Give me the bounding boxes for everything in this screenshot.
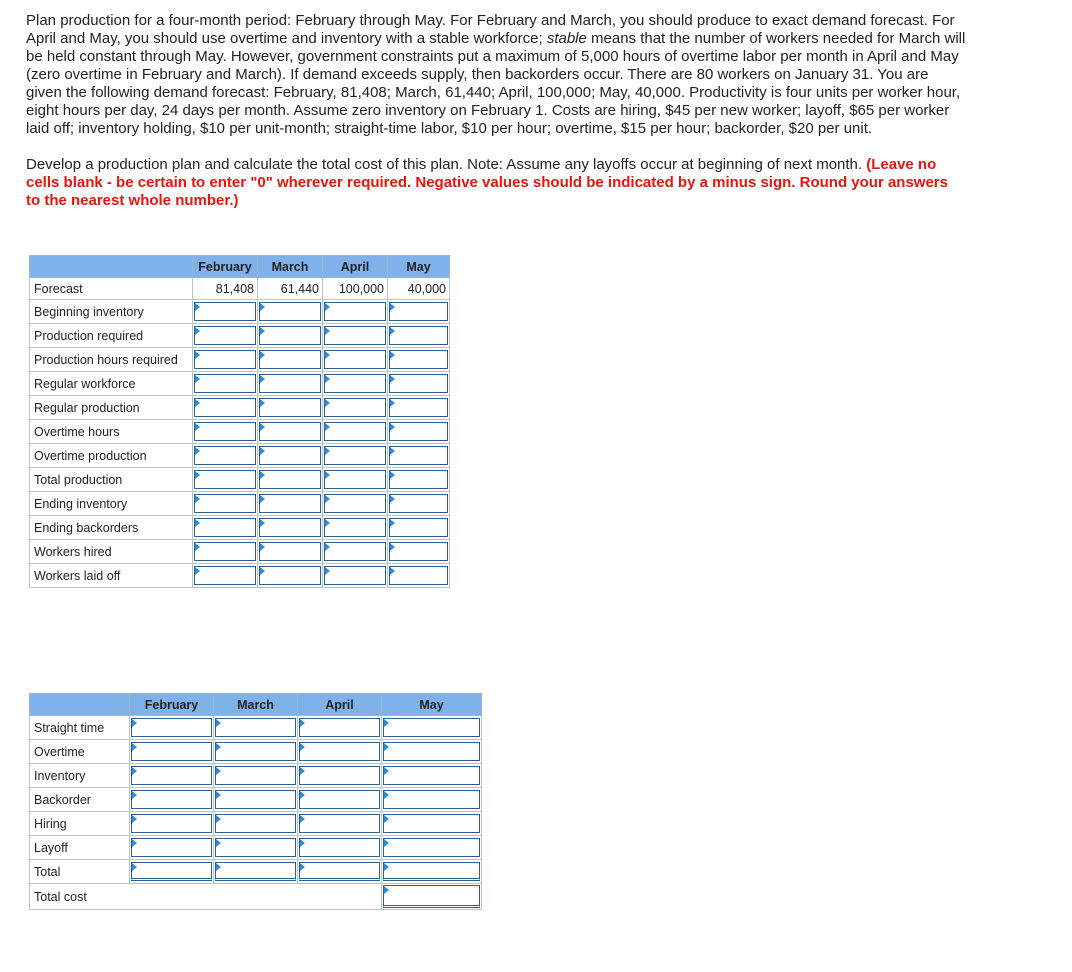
overtime-april-input[interactable] bbox=[299, 742, 380, 761]
beginning-inventory-march-input[interactable] bbox=[259, 302, 321, 321]
plan-input-cell bbox=[258, 372, 323, 396]
row-label: Workers hired bbox=[30, 540, 193, 564]
regular-production-april-input[interactable] bbox=[324, 398, 386, 417]
cost-input-cell bbox=[382, 788, 482, 812]
total-cost-label: Total cost bbox=[30, 884, 382, 910]
plan-input-cell bbox=[388, 348, 450, 372]
ending-inventory-march-input[interactable] bbox=[259, 494, 321, 513]
workers-hired-april-input[interactable] bbox=[324, 542, 386, 561]
backorder-april-input[interactable] bbox=[299, 790, 380, 809]
row-label: Backorder bbox=[30, 788, 130, 812]
cost-input-cell bbox=[214, 740, 298, 764]
cost-input-cell bbox=[214, 788, 298, 812]
overtime-production-may-input[interactable] bbox=[389, 446, 448, 465]
forecast-value: 61,440 bbox=[258, 278, 323, 300]
cost-input-cell bbox=[214, 716, 298, 740]
plan-row-total-production bbox=[30, 468, 450, 492]
plan-input-cell bbox=[323, 300, 388, 324]
production-hours-required-may-input[interactable] bbox=[389, 350, 448, 369]
inventory-february-input[interactable] bbox=[131, 766, 212, 785]
regular-workforce-february-input[interactable] bbox=[194, 374, 256, 393]
row-label: Regular workforce bbox=[30, 372, 193, 396]
problem-statement bbox=[26, 12, 966, 210]
layoff-february-input[interactable] bbox=[131, 838, 212, 857]
problem-paragraph-2 bbox=[26, 156, 966, 210]
plan-input-cell bbox=[388, 396, 450, 420]
plan-input-cell bbox=[258, 564, 323, 588]
row-label: Regular production bbox=[30, 396, 193, 420]
cost-row-total bbox=[30, 860, 482, 884]
backorder-march-input[interactable] bbox=[215, 790, 296, 809]
row-label: Beginning inventory bbox=[30, 300, 193, 324]
regular-workforce-april-input[interactable] bbox=[324, 374, 386, 393]
total-cost-row bbox=[30, 884, 482, 910]
plan-input-cell bbox=[258, 444, 323, 468]
cost-input-cell bbox=[298, 836, 382, 860]
plan-row-workers-hired bbox=[30, 540, 450, 564]
production-hours-required-april-input[interactable] bbox=[324, 350, 386, 369]
regular-production-march-input[interactable] bbox=[259, 398, 321, 417]
total-april-input[interactable] bbox=[299, 862, 380, 881]
plan-row-overtime-production bbox=[30, 444, 450, 468]
plan-input-cell bbox=[388, 468, 450, 492]
cost-input-cell bbox=[382, 836, 482, 860]
plan-input-cell bbox=[388, 564, 450, 588]
regular-production-february-input[interactable] bbox=[194, 398, 256, 417]
plan-input-cell bbox=[258, 468, 323, 492]
forecast-value: 81,408 bbox=[193, 278, 258, 300]
plan-input-cell bbox=[193, 420, 258, 444]
cost-col-header: March bbox=[214, 694, 298, 716]
cost-header-row bbox=[30, 694, 482, 716]
layoff-may-input[interactable] bbox=[383, 838, 480, 857]
row-label: Workers laid off bbox=[30, 564, 193, 588]
plan-input-cell bbox=[323, 444, 388, 468]
plan-input-cell bbox=[193, 564, 258, 588]
problem-paragraph-1 bbox=[26, 12, 966, 138]
plan-input-cell bbox=[323, 516, 388, 540]
cost-row-inventory bbox=[30, 764, 482, 788]
regular-workforce-march-input[interactable] bbox=[259, 374, 321, 393]
layoff-march-input[interactable] bbox=[215, 838, 296, 857]
plan-col-header: February bbox=[193, 256, 258, 278]
plan-input-cell bbox=[323, 372, 388, 396]
cost-input-cell bbox=[298, 740, 382, 764]
plan-col-header: March bbox=[258, 256, 323, 278]
row-label: Straight time bbox=[30, 716, 130, 740]
plan-input-cell bbox=[323, 324, 388, 348]
plan-row-overtime-hours bbox=[30, 420, 450, 444]
total-cost-cell bbox=[382, 884, 482, 910]
production-hours-required-february-input[interactable] bbox=[194, 350, 256, 369]
plan-col-header: May bbox=[388, 256, 450, 278]
plan-input-cell bbox=[193, 300, 258, 324]
cost-input-cell bbox=[214, 860, 298, 884]
cost-input-cell bbox=[130, 860, 214, 884]
ending-inventory-may-input[interactable] bbox=[389, 494, 448, 513]
row-label: Total bbox=[30, 860, 130, 884]
plan-input-cell bbox=[258, 396, 323, 420]
row-label: Forecast bbox=[30, 278, 193, 300]
problem-text-b: means that the number of workers needed for March will be held constant through May. However, government constraints put a maximum of 5,000 hours of overtime labor per month in April and May (zero overtime in February and March). If demand exceeds supply, then backorders occur. There are 80 workers on January 31. You are given the following demand forecast: February, 81,408; March, 61,440; April, 100,000; May, 40,000. Productivity is four units per worker hour, eight hours per day, 24 days per month. Assume zero inventory on February 1. Costs are hiring, $45 per new worker; layoff, $65 per worker laid off; inventory holding, $10 per unit-month; straight-time labor, $10 per hour; overtime, $15 per hour; backorder, $20 per unit. bbox=[26, 30, 966, 137]
row-label: Overtime bbox=[30, 740, 130, 764]
hiring-may-input[interactable] bbox=[383, 814, 480, 833]
row-label: Total production bbox=[30, 468, 193, 492]
beginning-inventory-april-input[interactable] bbox=[324, 302, 386, 321]
production-plan-table bbox=[29, 255, 450, 588]
ending-backorders-february-input[interactable] bbox=[194, 518, 256, 537]
plan-input-cell bbox=[388, 324, 450, 348]
plan-header-row bbox=[30, 256, 450, 278]
cost-input-cell bbox=[214, 836, 298, 860]
production-required-may-input[interactable] bbox=[389, 326, 448, 345]
total-march-input[interactable] bbox=[215, 862, 296, 881]
forecast-value: 40,000 bbox=[388, 278, 450, 300]
plan-input-cell bbox=[323, 540, 388, 564]
cost-col-header: May bbox=[382, 694, 482, 716]
cost-col-header: April bbox=[298, 694, 382, 716]
cost-input-cell bbox=[382, 812, 482, 836]
cost-input-cell bbox=[298, 860, 382, 884]
plan-row-regular-production bbox=[30, 396, 450, 420]
plan-input-cell bbox=[388, 516, 450, 540]
plan-input-cell bbox=[193, 492, 258, 516]
overtime-hours-may-input[interactable] bbox=[389, 422, 448, 441]
hiring-march-input[interactable] bbox=[215, 814, 296, 833]
cost-row-hiring bbox=[30, 812, 482, 836]
row-label: Overtime hours bbox=[30, 420, 193, 444]
overtime-production-february-input[interactable] bbox=[194, 446, 256, 465]
overtime-may-input[interactable] bbox=[383, 742, 480, 761]
overtime-february-input[interactable] bbox=[131, 742, 212, 761]
overtime-hours-february-input[interactable] bbox=[194, 422, 256, 441]
plan-input-cell bbox=[258, 348, 323, 372]
cost-input-cell bbox=[130, 716, 214, 740]
overtime-hours-march-input[interactable] bbox=[259, 422, 321, 441]
ending-backorders-march-input[interactable] bbox=[259, 518, 321, 537]
total-may-input[interactable] bbox=[383, 862, 480, 881]
backorder-february-input[interactable] bbox=[131, 790, 212, 809]
cost-row-layoff bbox=[30, 836, 482, 860]
row-label: Ending inventory bbox=[30, 492, 193, 516]
straight-time-april-input[interactable] bbox=[299, 718, 380, 737]
plan-input-cell bbox=[193, 516, 258, 540]
total-production-may-input[interactable] bbox=[389, 470, 448, 489]
cost-input-cell bbox=[298, 716, 382, 740]
forecast-value: 100,000 bbox=[323, 278, 388, 300]
plan-input-cell bbox=[388, 444, 450, 468]
plan-col-header: April bbox=[323, 256, 388, 278]
production-hours-required-march-input[interactable] bbox=[259, 350, 321, 369]
cost-input-cell bbox=[382, 740, 482, 764]
plan-input-cell bbox=[258, 516, 323, 540]
plan-input-cell bbox=[258, 540, 323, 564]
plan-input-cell bbox=[388, 540, 450, 564]
plan-row-workers-laid-off bbox=[30, 564, 450, 588]
total-production-february-input[interactable] bbox=[194, 470, 256, 489]
cost-row-straight-time bbox=[30, 716, 482, 740]
cost-row-overtime bbox=[30, 740, 482, 764]
plan-input-cell bbox=[193, 540, 258, 564]
production-required-march-input[interactable] bbox=[259, 326, 321, 345]
row-label: Hiring bbox=[30, 812, 130, 836]
plan-input-cell bbox=[258, 492, 323, 516]
straight-time-february-input[interactable] bbox=[131, 718, 212, 737]
plan-row-ending-inventory bbox=[30, 492, 450, 516]
plan-input-cell bbox=[323, 396, 388, 420]
row-label: Production hours required bbox=[30, 348, 193, 372]
inventory-april-input[interactable] bbox=[299, 766, 380, 785]
workers-laid-off-february-input[interactable] bbox=[194, 566, 256, 585]
instruction-text: Develop a production plan and calculate the total cost of this plan. Note: Assume any layoffs occur at beginning of next month. bbox=[26, 156, 867, 173]
workers-laid-off-may-input[interactable] bbox=[389, 566, 448, 585]
workers-laid-off-april-input[interactable] bbox=[324, 566, 386, 585]
plan-input-cell bbox=[323, 492, 388, 516]
plan-input-cell bbox=[193, 348, 258, 372]
cost-input-cell bbox=[130, 788, 214, 812]
beginning-inventory-may-input[interactable] bbox=[389, 302, 448, 321]
cost-input-cell bbox=[298, 764, 382, 788]
cost-input-cell bbox=[298, 788, 382, 812]
overtime-march-input[interactable] bbox=[215, 742, 296, 761]
problem-emphasis: stable bbox=[546, 30, 587, 47]
overtime-hours-april-input[interactable] bbox=[324, 422, 386, 441]
workers-laid-off-march-input[interactable] bbox=[259, 566, 321, 585]
overtime-production-april-input[interactable] bbox=[324, 446, 386, 465]
total-cost-input[interactable] bbox=[383, 885, 480, 908]
plan-input-cell bbox=[323, 348, 388, 372]
cost-input-cell bbox=[382, 860, 482, 884]
cost-input-cell bbox=[214, 764, 298, 788]
ending-inventory-april-input[interactable] bbox=[324, 494, 386, 513]
cost-col-header: February bbox=[130, 694, 214, 716]
cost-input-cell bbox=[298, 812, 382, 836]
plan-input-cell bbox=[193, 444, 258, 468]
plan-input-cell bbox=[388, 420, 450, 444]
plan-input-cell bbox=[258, 324, 323, 348]
plan-row-regular-workforce bbox=[30, 372, 450, 396]
plan-row-production-required bbox=[30, 324, 450, 348]
production-required-february-input[interactable] bbox=[194, 326, 256, 345]
cost-input-cell bbox=[214, 812, 298, 836]
inventory-march-input[interactable] bbox=[215, 766, 296, 785]
straight-time-may-input[interactable] bbox=[383, 718, 480, 737]
ending-inventory-february-input[interactable] bbox=[194, 494, 256, 513]
straight-time-march-input[interactable] bbox=[215, 718, 296, 737]
cost-input-cell bbox=[130, 812, 214, 836]
cost-input-cell bbox=[130, 764, 214, 788]
total-february-input[interactable] bbox=[131, 862, 212, 881]
ending-backorders-may-input[interactable] bbox=[389, 518, 448, 537]
cost-table bbox=[29, 693, 482, 910]
forecast-row bbox=[30, 278, 450, 300]
total-production-april-input[interactable] bbox=[324, 470, 386, 489]
plan-input-cell bbox=[323, 468, 388, 492]
plan-input-cell bbox=[323, 420, 388, 444]
plan-input-cell bbox=[193, 396, 258, 420]
workers-hired-may-input[interactable] bbox=[389, 542, 448, 561]
cost-corner-cell bbox=[30, 694, 130, 716]
cost-row-backorder bbox=[30, 788, 482, 812]
overtime-production-march-input[interactable] bbox=[259, 446, 321, 465]
hiring-april-input[interactable] bbox=[299, 814, 380, 833]
layoff-april-input[interactable] bbox=[299, 838, 380, 857]
plan-row-production-hours-required bbox=[30, 348, 450, 372]
plan-row-beginning-inventory bbox=[30, 300, 450, 324]
plan-input-cell bbox=[193, 372, 258, 396]
workers-hired-march-input[interactable] bbox=[259, 542, 321, 561]
instruction-warning: (Leave no cells blank - be certain to enter "0" wherever required. Negative values should be indicated by a minus sign. Round your answers to the nearest whole number.) bbox=[26, 156, 948, 209]
cost-input-cell bbox=[130, 836, 214, 860]
plan-row-ending-backorders bbox=[30, 516, 450, 540]
row-label: Ending backorders bbox=[30, 516, 193, 540]
hiring-february-input[interactable] bbox=[131, 814, 212, 833]
ending-backorders-april-input[interactable] bbox=[324, 518, 386, 537]
workers-hired-february-input[interactable] bbox=[194, 542, 256, 561]
cost-input-cell bbox=[382, 716, 482, 740]
plan-input-cell bbox=[323, 564, 388, 588]
inventory-may-input[interactable] bbox=[383, 766, 480, 785]
row-label: Overtime production bbox=[30, 444, 193, 468]
row-label: Production required bbox=[30, 324, 193, 348]
plan-input-cell bbox=[193, 468, 258, 492]
plan-input-cell bbox=[193, 324, 258, 348]
cost-input-cell bbox=[130, 740, 214, 764]
backorder-may-input[interactable] bbox=[383, 790, 480, 809]
plan-corner-cell bbox=[30, 256, 193, 278]
plan-input-cell bbox=[388, 372, 450, 396]
problem-text-a: Plan production for a four-month period: February through May. For February and March, you should produce to exact demand forecast. For April and May, you should use overtime and inventory with a stable workforce; bbox=[26, 12, 955, 47]
plan-input-cell bbox=[388, 300, 450, 324]
total-production-march-input[interactable] bbox=[259, 470, 321, 489]
plan-input-cell bbox=[258, 420, 323, 444]
regular-workforce-may-input[interactable] bbox=[389, 374, 448, 393]
production-required-april-input[interactable] bbox=[324, 326, 386, 345]
plan-input-cell bbox=[388, 492, 450, 516]
plan-input-cell bbox=[258, 300, 323, 324]
row-label: Layoff bbox=[30, 836, 130, 860]
beginning-inventory-february-input[interactable] bbox=[194, 302, 256, 321]
regular-production-may-input[interactable] bbox=[389, 398, 448, 417]
row-label: Inventory bbox=[30, 764, 130, 788]
cost-input-cell bbox=[382, 764, 482, 788]
